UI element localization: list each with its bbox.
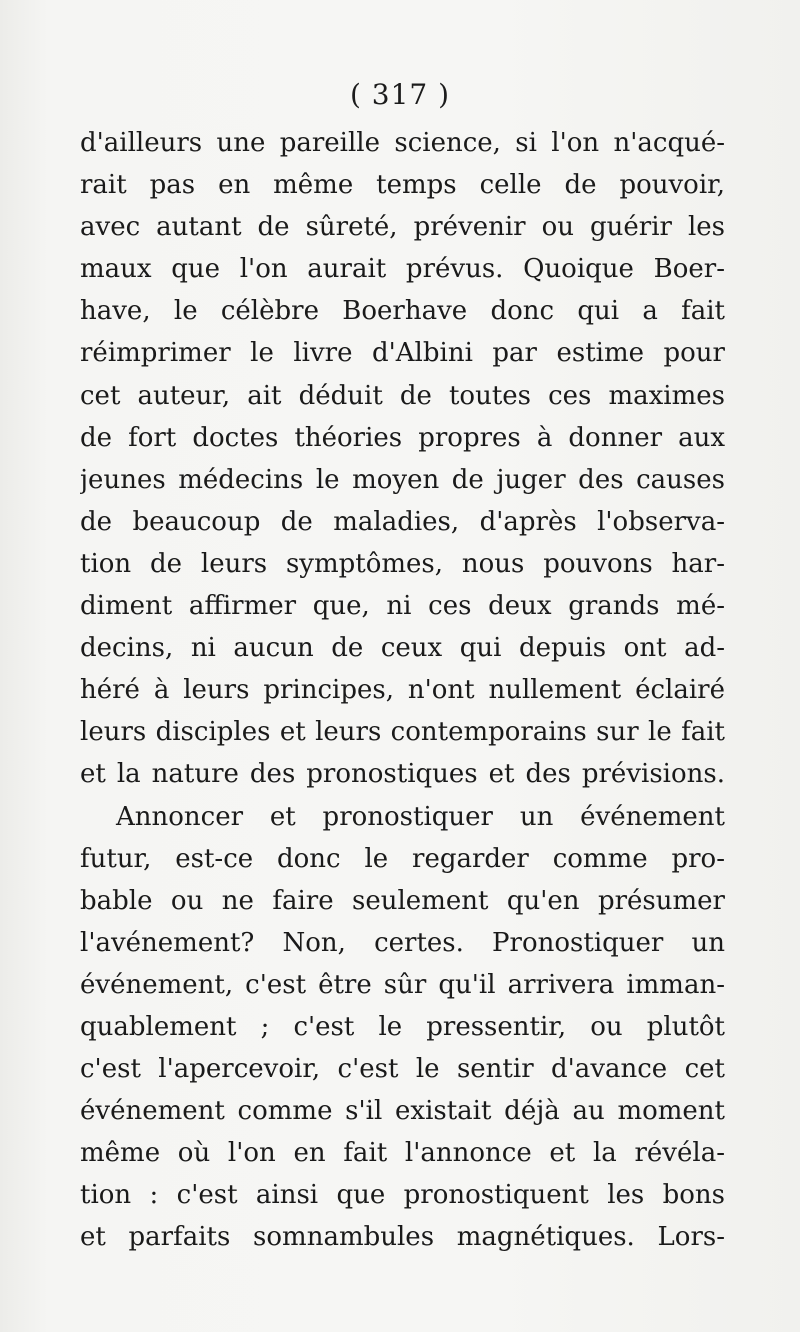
- text-line: et parfaits somnambules magnétiques. Lors-: [80, 1222, 725, 1253]
- text-line: de fort doctes théories propres à donner aux: [80, 422, 725, 453]
- text-line: diment affirmer que, ni ces deux grands mé-: [80, 591, 725, 622]
- text-line: jeunes médecins le moyen de juger des causes: [80, 464, 725, 495]
- text-line: l'avénement? Non, certes. Pronostiquer un: [80, 927, 725, 958]
- text-line: même où l'on en fait l'annonce et la révéla-: [80, 1138, 725, 1169]
- text-line: réimprimer le livre d'Albini par estime pour: [80, 338, 725, 369]
- text-line: héré à leurs principes, n'ont nullement éclairé: [80, 675, 725, 706]
- text-line: d'ailleurs une pareille science, si l'on n'acqué-: [80, 128, 725, 158]
- text-line: cet auteur, ait déduit de toutes ces maximes: [80, 380, 725, 411]
- paragraph-start-line: Annoncer et pronostiquer un événement: [116, 801, 725, 832]
- page-number: ( 317 ): [349, 78, 451, 111]
- text-line: rait pas en même temps celle de pouvoir,: [80, 170, 725, 201]
- text-line: futur, est-ce donc le regarder comme pro-: [80, 843, 725, 874]
- text-line: maux que l'on aurait prévus. Quoique Boer-: [80, 254, 725, 285]
- text-line: tion de leurs symptômes, nous pouvons har-: [80, 548, 725, 579]
- text-line: c'est l'apercevoir, c'est le sentir d'avance cet: [80, 1054, 725, 1085]
- text-line: have, le célèbre Boerhave donc qui a fait: [80, 296, 725, 327]
- text-line: événement, c'est être sûr qu'il arrivera imman-: [80, 969, 725, 1000]
- text-line: de beaucoup de maladies, d'après l'observa-: [80, 506, 725, 537]
- text-line: leurs disciples et leurs contemporains sur le fait: [80, 717, 725, 748]
- text-line: avec autant de sûreté, prévenir ou guérir les: [80, 212, 725, 243]
- text-line: tion : c'est ainsi que pronostiquent les bons: [80, 1180, 725, 1211]
- text-line: bable ou ne faire seulement qu'en présumer: [80, 885, 725, 916]
- text-line: quablement ; c'est le pressentir, ou plutôt: [80, 1011, 725, 1042]
- text-line: decins, ni aucun de ceux qui depuis ont ad-: [80, 633, 725, 664]
- body-text: [80, 122, 725, 1259]
- text-line: événement comme s'il existait déjà au moment: [80, 1096, 725, 1127]
- text-line: et la nature des pronostiques et des prévisions.: [80, 759, 725, 790]
